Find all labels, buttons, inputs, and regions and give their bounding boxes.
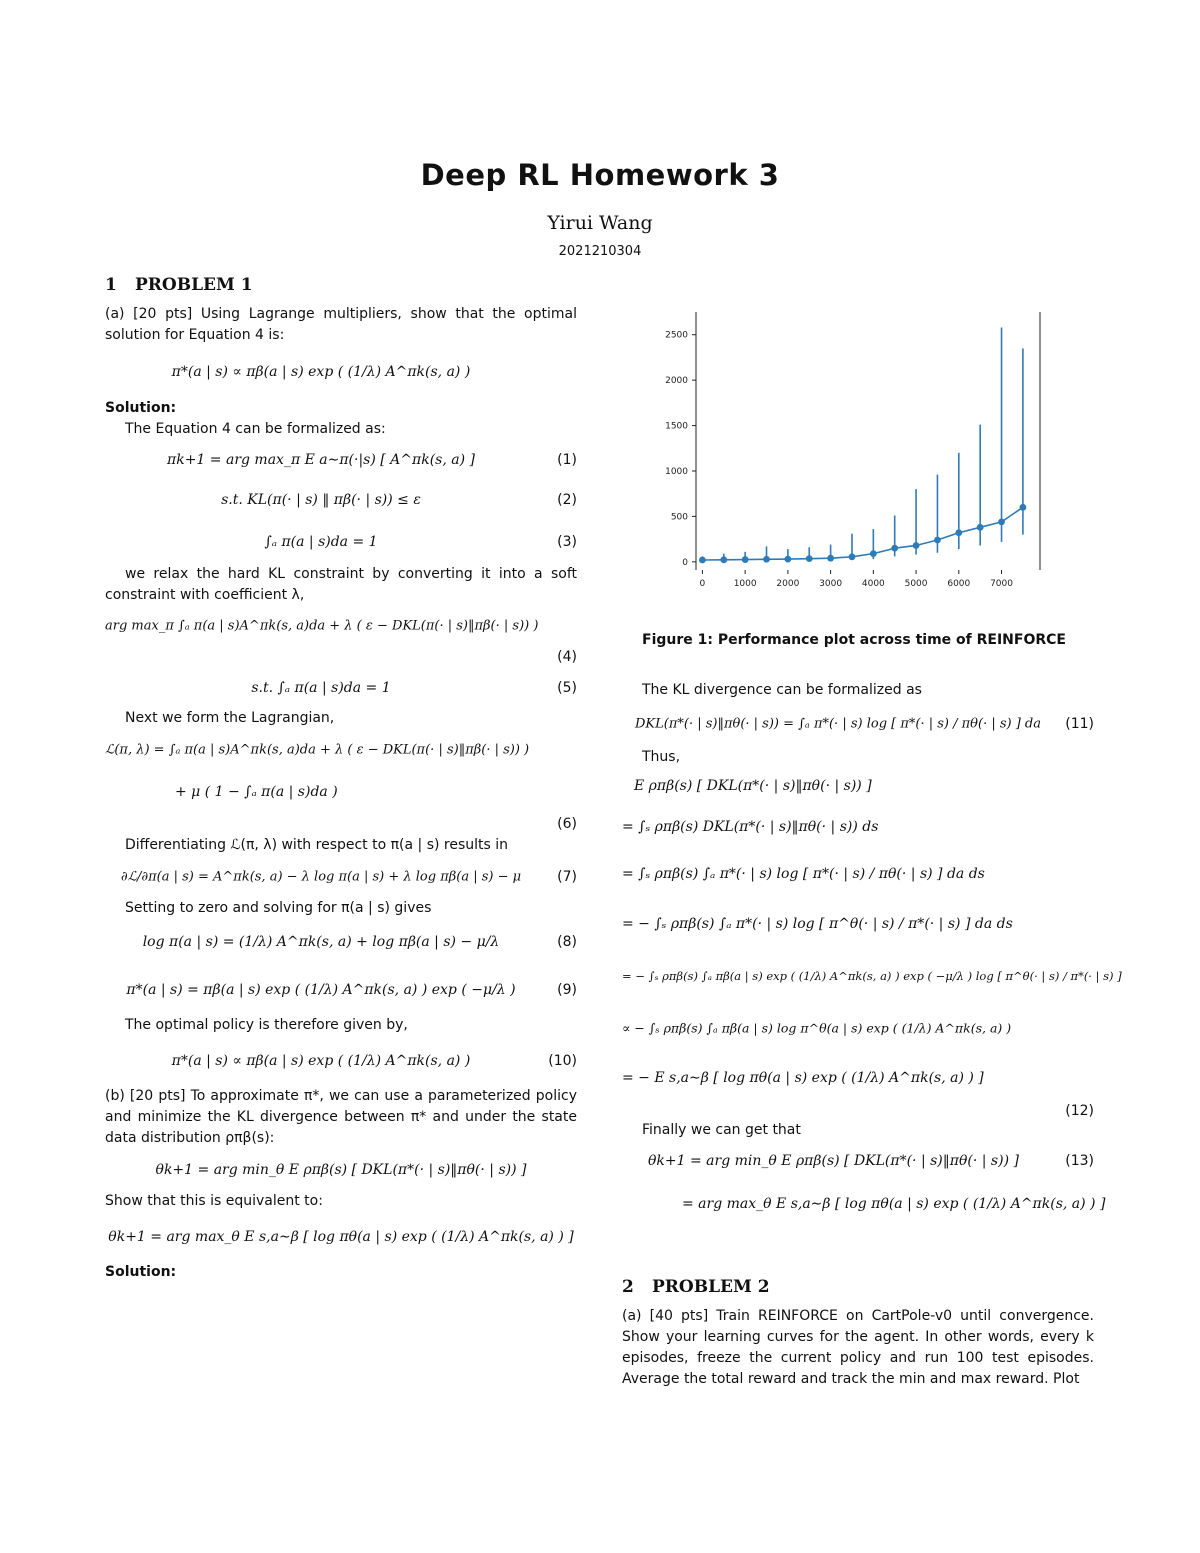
equation-12-number: (12) — [1065, 1103, 1094, 1119]
equation-13b: = arg max_θ E s,a∼β [ log πθ(a | s) exp ( (1/λ) A^πk(s, a) ) ] (13) — [682, 1153, 1106, 1212]
equation-1: πk+1 = arg max_π E a∼π(·|s) [ A^πk(s, a) ] (1) — [167, 452, 577, 468]
equation-6b: + μ ( 1 − ∫ₐ π(a | s)da ) — [175, 784, 338, 800]
derivation-line-1: = ∫ₛ ρπβ(s) DKL(π*(· | s)‖πθ(· | s)) ds — [622, 819, 879, 835]
x-tick-label: 3000 — [819, 579, 843, 589]
mean-reward-point — [913, 542, 920, 549]
kl-intro: The KL divergence can be formalized as — [642, 682, 922, 698]
x-tick-label: 6000 — [947, 579, 971, 589]
equation-11: DKL(π*(· | s)‖πθ(· | s)) = ∫ₐ π*(· | s) log [ π*(· | s) / πθ(· | s) ] da (11) — [634, 716, 1094, 732]
problem-2a-text: (a) [40 pts] Train REINFORCE on CartPole-v0 until convergence. Show your learning curves for the agent. In other words, every k episodes, freeze the current policy and run 100 test episodes. Average the total reward and track the min and max reward. Plot — [622, 1308, 1094, 1387]
setting-text: Setting to zero and solving for π(a | s) gives — [125, 900, 432, 916]
performance-chart-svg — [640, 298, 1060, 598]
differentiating-text: Differentiating ℒ(π, λ) with respect to π(a | s) results in — [125, 837, 509, 853]
x-tick-label: 4000 — [861, 579, 885, 589]
equation-10: π*(a | s) ∝ πβ(a | s) exp ( (1/λ) A^πk(s, a) ) (10) — [171, 1053, 577, 1069]
mean-reward-point — [763, 556, 770, 563]
thus-text: Thus, — [642, 749, 681, 765]
y-tick-label: 2000 — [665, 376, 688, 387]
x-tick-label: 5000 — [904, 579, 928, 589]
y-tick-label: 1000 — [665, 466, 688, 477]
mean-reward-point — [934, 537, 941, 544]
finally-text: Finally we can get that — [642, 1122, 801, 1138]
mean-reward-point — [891, 545, 898, 552]
equation-6a: ℒ(π, λ) = ∫ₐ π(a | s)A^πk(s, a)da + λ ( ε − DKL(π(· | s)‖πβ(· | s)) ) — [105, 742, 530, 758]
mean-reward-point — [806, 555, 813, 562]
x-tick-label: 2000 — [776, 579, 800, 589]
derivation-line-5: ∝ − ∫ₛ ρπβ(s) ∫ₐ πβ(a | s) log π^θ(a | s) exp ( (1/λ) A^πk(s, a) ) — [622, 1020, 1012, 1036]
equation-6-number: (6) — [557, 816, 577, 832]
y-tick-label: 0 — [682, 557, 688, 568]
y-tick-label: 2500 — [665, 330, 688, 341]
mean-reward-point — [827, 555, 834, 562]
equation-4: arg max_π ∫ₐ π(a | s)A^πk(s, a)da + λ ( ε − DKL(π(· | s)‖πβ(· | s)) ) — [105, 618, 539, 634]
x-tick-label: 0 — [699, 579, 706, 589]
student-id: 2021210304 — [558, 244, 642, 259]
equation-optimal: π*(a | s) ∝ πβ(a | s) exp ( (1/λ) A^πk(s, a) ) — [171, 364, 471, 380]
mean-reward-point — [720, 556, 727, 563]
mean-reward-point — [1020, 504, 1027, 511]
mean-reward-point — [870, 550, 877, 557]
problem-1b-text: (b) [20 pts] To approximate π*, we can use a parameterized policy and minimize the KL divergence between π* and under the state data distribution ρπβ(s): — [105, 1088, 577, 1146]
show-text: Show that this is equivalent to: — [105, 1193, 323, 1209]
mean-reward-point — [742, 556, 749, 563]
formalize-text: The Equation 4 can be formalized as: — [125, 421, 386, 437]
paper-title: Deep RL Homework 3 — [420, 158, 780, 192]
figure-caption: Figure 1: Performance plot across time of REINFORCE — [642, 632, 1066, 648]
left-column — [105, 274, 577, 1283]
y-tick-label: 1500 — [665, 421, 688, 432]
problem-1a-text: (a) [20 pts] Using Lagrange multipliers, show that the optimal solution for Equation 4 is: — [105, 306, 577, 343]
derivation-line-3: = − ∫ₛ ρπβ(s) ∫ₐ π*(· | s) log [ π^θ(· | s) / π*(· | s) ] da ds — [622, 916, 1013, 932]
relax-text: we relax the hard KL constraint by converting it into a soft constraint with coefficient λ, — [105, 566, 577, 603]
mean-reward-point — [955, 529, 962, 536]
lagrangian-intro: Next we form the Lagrangian, — [125, 710, 335, 726]
solution-label: Solution: — [105, 400, 177, 416]
equation-13a: θk+1 = arg min_θ E ρπβ(s) [ DKL(π*(· | s)‖πθ(· | s)) ] — [648, 1153, 1019, 1169]
equation-3: ∫ₐ π(a | s)da = 1 (3) — [264, 534, 577, 550]
section-2-heading: 2 PROBLEM 2 — [622, 1277, 770, 1297]
equation-b2: θk+1 = arg max_θ E s,a∼β [ log πθ(a | s) exp ( (1/λ) A^πk(s, a) ) ] — [108, 1229, 574, 1245]
derivation-line-4: = − ∫ₛ ρπβ(s) ∫ₐ πβ(a | s) exp ( (1/λ) A^πk(s, a) ) exp ( −μ/λ ) log [ π^θ(· | s) / π*(· | s) ] — [622, 969, 1122, 983]
section-1-heading: 1 PROBLEM 1 — [105, 275, 253, 295]
derivation-line-2: = ∫ₛ ρπβ(s) ∫ₐ π*(· | s) log [ π*(· | s) / πθ(· | s) ] da ds — [622, 866, 985, 882]
equation-5: s.t. ∫ₐ π(a | s)da = 1 (5) — [251, 680, 577, 696]
mean-reward-point — [699, 557, 706, 564]
x-tick-label: 7000 — [990, 579, 1013, 589]
author-name: Yirui Wang — [547, 212, 653, 234]
performance-chart — [640, 298, 1060, 598]
equation-9: π*(a | s) = πβ(a | s) exp ( (1/λ) A^πk(s, a) ) exp ( −μ/λ ) (9) — [126, 982, 577, 998]
mean-reward-point — [784, 556, 791, 563]
equation-4-number: (4) — [557, 649, 577, 665]
equation-b1: θk+1 = arg min_θ E ρπβ(s) [ DKL(π*(· | s)‖πθ(· | s)) ] — [155, 1162, 527, 1178]
mean-reward-point — [849, 553, 856, 560]
derivation-line-6: = − E s,a∼β [ log πθ(a | s) exp ( (1/λ) A^πk(s, a) ) ] — [622, 1070, 984, 1086]
mean-reward-point — [977, 524, 984, 531]
equation-7: ∂ℒ/∂π(a | s) = A^πk(s, a) − λ log π(a | s) + λ log πβ(a | s) − μ (7) — [120, 869, 577, 885]
derivation-line-0: E ρπβ(s) [ DKL(π*(· | s)‖πθ(· | s)) ] — [634, 778, 872, 794]
x-tick-label: 1000 — [733, 579, 757, 589]
mean-reward-line — [702, 507, 1022, 560]
equation-8: log π(a | s) = (1/λ) A^πk(s, a) + log πβ(a | s) − μ/λ (8) — [142, 934, 577, 950]
y-tick-label: 500 — [670, 512, 688, 523]
equation-2: s.t. KL(π(· | s) ‖ πβ(· | s)) ≤ ε (2) — [221, 492, 577, 508]
solution-label-2: Solution: — [105, 1264, 177, 1280]
optimal-policy-text: The optimal policy is therefore given by, — [125, 1017, 408, 1033]
mean-reward-point — [998, 518, 1005, 525]
